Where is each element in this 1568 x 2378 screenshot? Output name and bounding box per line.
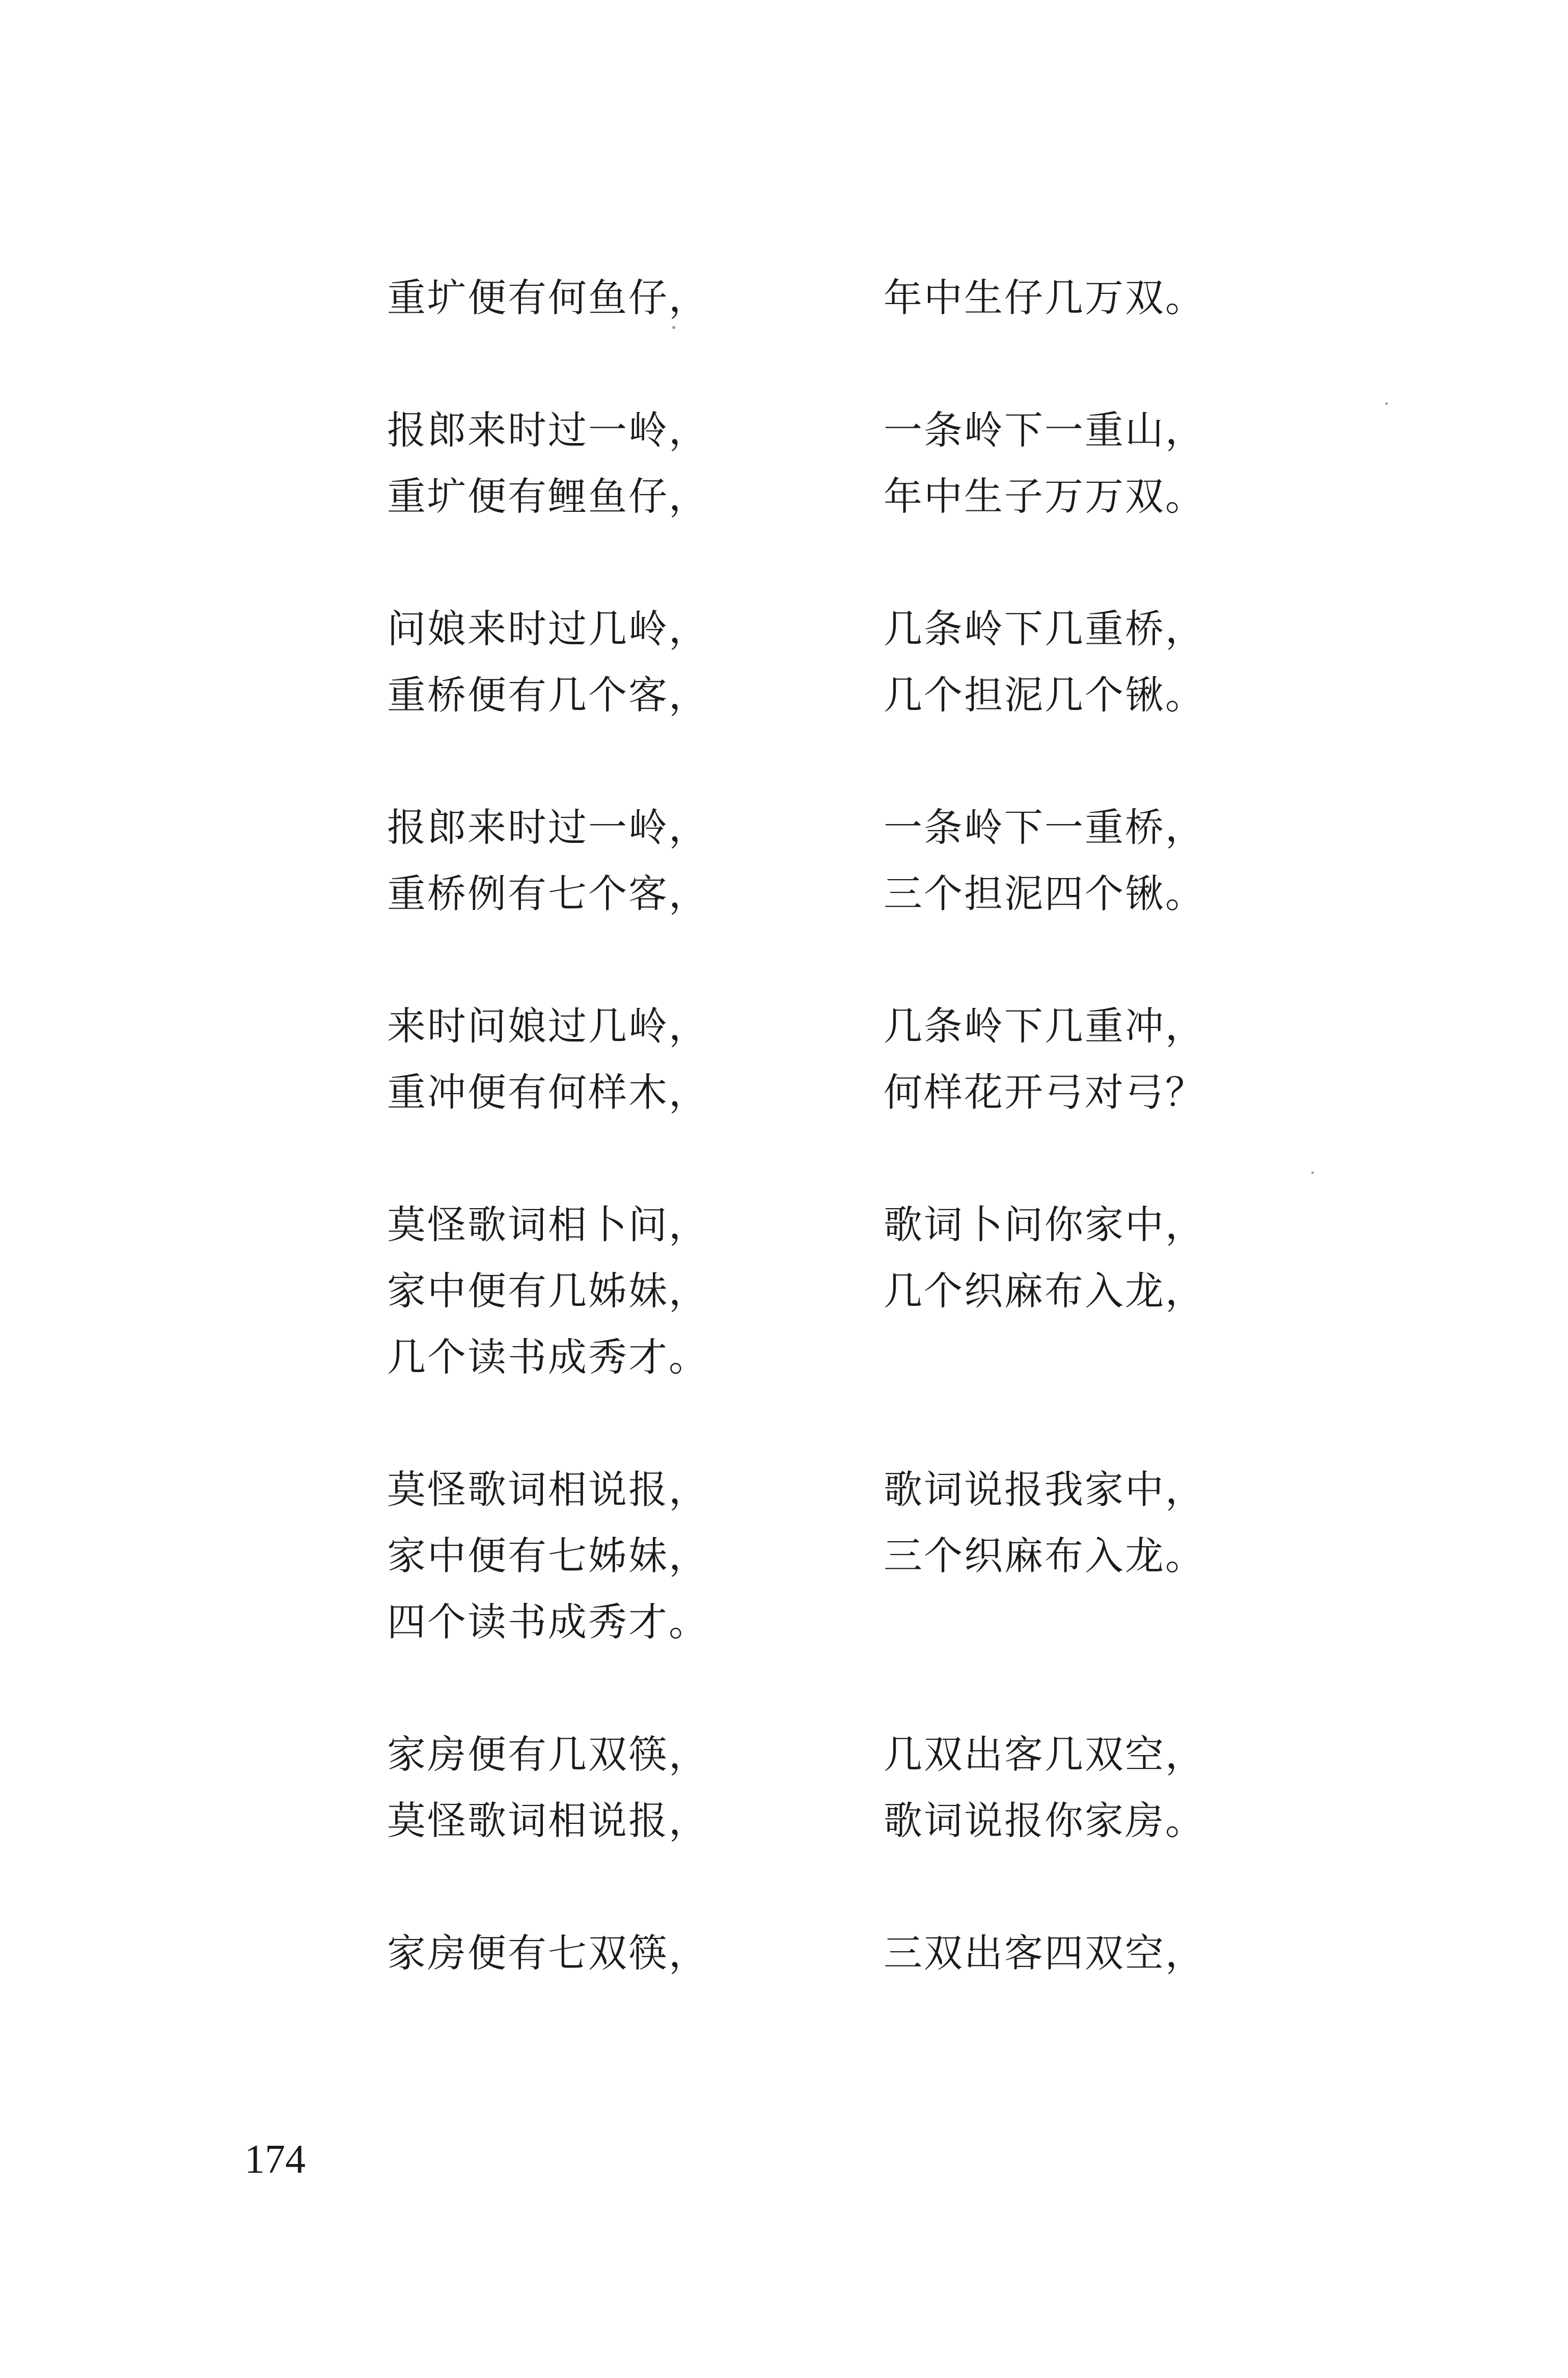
stanza [387,1721,1283,1854]
stanza [387,993,1283,1126]
verse-left-half: 家房便有几双筷， [387,1732,709,1777]
stanza [387,397,1283,530]
poem-body [387,265,1283,2053]
verse-right-half: 何样花开弓对弓？ [884,1070,1205,1115]
scan-speck [672,326,675,329]
verse-line [387,1457,1283,1523]
verse-left-half: 报郎来时过一岭， [387,805,709,850]
verse-right-half: 几双出客几双空， [884,1732,1205,1777]
verse-line [387,596,1283,662]
scan-speck [1385,402,1388,405]
verse-line [387,397,1283,463]
verse-left-half: 家中便有七姊妹， [387,1533,709,1578]
verse-right-half: 歌词卜问你家中， [884,1202,1205,1247]
verse-right-half: 歌词说报你家房。 [884,1798,1205,1843]
verse-line [387,1589,1283,1655]
verse-right-half: 几个担泥几个锹。 [884,672,1205,718]
verse-line [387,795,1283,861]
verse-right-half: 三个担泥四个锹。 [884,871,1205,916]
verse-left-half: 问娘来时过几岭， [387,606,709,651]
verse-left-half: 莫怪歌词相卜问， [387,1202,709,1247]
verse-line [387,1258,1283,1324]
verse-left-half: 家房便有七双筷， [387,1930,709,1976]
verse-left-half: 重圹便有何鱼仔， [387,275,709,320]
stanza [387,795,1283,927]
verse-left-half: 重圹便有鲤鱼仔， [387,474,709,519]
verse-line [387,1788,1283,1854]
page-number: 174 [244,2137,306,2182]
verse-line [387,993,1283,1059]
verse-right-half: 一条岭下一重山， [884,407,1205,453]
stanza [387,1457,1283,1655]
verse-line [387,1920,1283,1986]
stanza [387,265,1283,331]
verse-left-half: 报郎来时过一岭， [387,407,709,453]
verse-line [387,1192,1283,1258]
verse-left-half: 四个读书成秀才。 [387,1599,709,1645]
verse-line [387,1721,1283,1788]
verse-left-half: 家中便有几姊妹， [387,1268,709,1314]
verse-right-half: 歌词说报我家中， [884,1467,1205,1512]
verse-right-half: 几个织麻布入龙， [884,1268,1205,1314]
verse-left-half: 重桥便有几个客， [387,672,709,718]
verse-right-half: 一条岭下一重桥， [884,805,1205,850]
stanza [387,1192,1283,1390]
scan-speck [1311,1171,1314,1174]
verse-right-half: 几条岭下几重桥， [884,606,1205,651]
verse-line [387,662,1283,728]
verse-left-half: 莫怪歌词相说报， [387,1467,709,1512]
verse-left-half: 重桥例有七个客， [387,871,709,916]
verse-line [387,265,1283,331]
verse-left-half: 来时问娘过几岭， [387,1003,709,1049]
verse-left-half: 莫怪歌词相说报， [387,1798,709,1843]
verse-right-half: 年中生仔几万双。 [884,275,1205,320]
verse-line [387,861,1283,927]
verse-line [387,463,1283,530]
verse-line [387,1523,1283,1589]
verse-right-half: 三个织麻布入龙。 [884,1533,1205,1578]
verse-right-half: 三双出客四双空， [884,1930,1205,1976]
verse-left-half: 重冲便有何样木， [387,1070,709,1115]
stanza [387,1920,1283,1986]
verse-right-half: 几条岭下几重冲， [884,1003,1205,1049]
verse-left-half: 几个读书成秀才。 [387,1334,709,1380]
verse-line [387,1324,1283,1390]
verse-line [387,1059,1283,1126]
verse-right-half: 年中生子万万双。 [884,474,1205,519]
stanza [387,596,1283,728]
